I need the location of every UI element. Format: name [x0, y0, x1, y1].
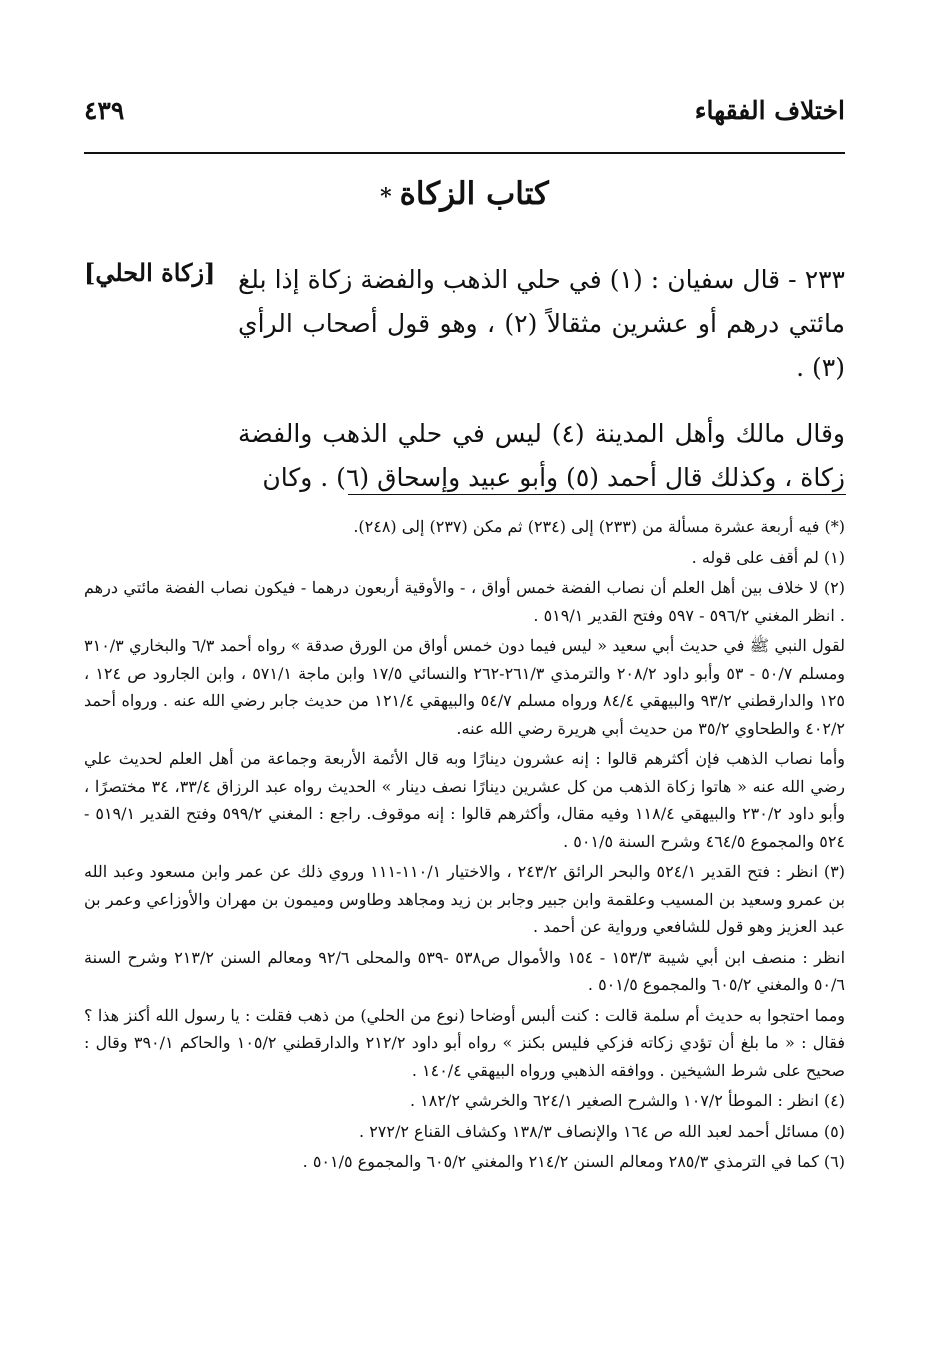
- footnote-2-continued-a: لقول النبي ﷺ في حديث أبي سعيد « ليس فيما دون خمس أواق من الورق صدقة » رواه أحمد ٦/٣ والبخاري ٣١٠/٣ ومسلم ٥٠/٧ - ٥٣ وأبو داود ٢٠٨/٢ والترمذي ٢٦١/٣-٢٦٢ والنسائي ١٧/٥ وابن ماجة ٥٧١/١ ، وابن الجارود ص ١٢٤ ، ١٢٥ والدارقطني ٩٣/٢ والبيهقي ٨٤/٤ ورواه مسلم ٥٤/٧ والبيهقي ١٢١/٤ من حديث جابر رضي الله عنه . ورواه أحمد ٤٠٢/٢ والطحاوي ٣٥/٢ من حديث أبي هريرة رضي الله عنه.: [84, 636, 846, 738]
- footnote-3: (٣) انظر : فتح القدير ٥٢٤/١ والبحر الرائق ٢٤٣/٢ ، والاختيار ١١٠/١-١١١ وروي ذلك عن عمر وابن مسعود وعبد الله بن عمرو وسعيد بن المسيب وعلقمة وابن جبير وجابر بن زيد ومجاهد وطاوس وميمون بن مهران والأوزاعي وعمر بن عبد العزيز وهو قول للشافعي ورواية عن أحمد .: [84, 862, 846, 936]
- chapter-title-mark: *: [380, 184, 392, 210]
- footnote-2-continued-b: وأما نصاب الذهب فإن أكثرهم قالوا : إنه عشرون دينارًا وبه قال الأئمة الأربعة وجماعة من أهل العلم لحديث علي رضي الله عنه « هاتوا زكاة الذهب من كل عشرين دينارًا نصف دينار » الحديث رواه عبد الرزاق ٣٣/٤، ٣٤ مختصرًا ، وأبو داود ٢٣٠/٢ والبيهقي ١١٨/٤ وفيه مقال، وأكثرهم قالوا : إنه موقوف. راجع : المغني ٥٩٩/٢ وفتح القدير ٥١٩/١ - ٥٢٤ والمجموع ٤٦٤/٥ وشرح السنة ٥٠١/٥ .: [84, 749, 846, 851]
- main-paragraph-2: وقال مالك وأهل المدينة (٤) ليس في حلي الذهب والفضة زكاة ، وكذلك قال أحمد (٥) وأبو عبيد وإسحاق (٦) . وكان: [238, 419, 845, 492]
- main-text: [238, 258, 845, 500]
- footnote-3-continued-b: ومما احتجوا به حديث أم سلمة قالت : كنت ألبس أوضاحا (نوع من الحلي) من ذهب فقلت : يا رسول الله أكنز هذا ؟ فقال : « ما بلغ أن تؤدي زكاته فزكي فليس بكنز » رواه أبو داود ٢١٢/٢ والدارقطني ١٠٥/٢ والحاكم ٣٩٠/١ وقال : صحيح على شرط الشيخين . ووافقه الذهبي ورواه البيهقي ١٤٠/٤ .: [84, 1005, 846, 1080]
- footnote-3-continued-a: انظر : منصف ابن أبي شيبة ١٥٣/٣ - ١٥٤ والأموال ص٥٣٨ -٥٣٩ والمحلى ٩٢/٦ ومعالم السنن ٢١٣/٢ وشرح السنة ٥٠/٦ والمغني ٦٠٥/٢ والمجموع ٥٠١/٥ .: [84, 947, 846, 994]
- page-header: [84, 96, 845, 144]
- chapter-title-text: كتاب الزكاة: [399, 176, 549, 212]
- main-paragraph-1: ٢٣٣ - قال سفيان : (١) في حلي الذهب والفضة زكاة إذا بلغ مائتي درهم أو عشرين مثقالاً (٢) ، وهو قول أصحاب الرأي (٣) .: [238, 265, 845, 382]
- footnote-star: (*) فيه أربعة عشرة مسألة من (٢٣٣) إلى (٢٣٤) ثم مكن (٢٣٧) إلى (٢٤٨).: [353, 517, 845, 536]
- footnote-2: (٢) لا خلاف بين أهل العلم أن نصاب الفضة خمس أواق ، - والأوقية أربعون درهما - فيكون نصاب الفضة مائتي درهم . انظر المغني ٥٩٦/٢ - ٥٩٧ وفتح القدير ٥١٩/١ .: [84, 578, 846, 625]
- footnote-rule: [348, 494, 846, 495]
- footnote-5: (٥) مسائل أحمد لعبد الله ص ١٦٤ والإنصاف ١٣٨/٣ وكشاف القناع ٢٧٢/٢ .: [359, 1121, 845, 1141]
- chapter-title: [84, 176, 845, 212]
- footnote-1: (١) لم أقف على قوله .: [691, 547, 845, 567]
- footnote-6: (٦) كما في الترمذي ٢٨٥/٣ ومعالم السنن ٢١٤/٢ والمغني ٦٠٥/٢ والمجموع ٥٠١/٥ .: [302, 1152, 845, 1171]
- side-note: [زكاة الحلي]: [84, 258, 216, 287]
- running-title: اختلاف الفقهاء: [694, 96, 845, 125]
- footnotes: [84, 513, 845, 1176]
- footnote-4: (٤) انظر : الموطأ ١٠٧/٢ والشرح الصغير ٦٢٤/١ والخرشي ١٨٢/٢ .: [409, 1091, 845, 1110]
- page-number: ٤٣٩: [84, 96, 125, 125]
- header-rule: [84, 152, 845, 154]
